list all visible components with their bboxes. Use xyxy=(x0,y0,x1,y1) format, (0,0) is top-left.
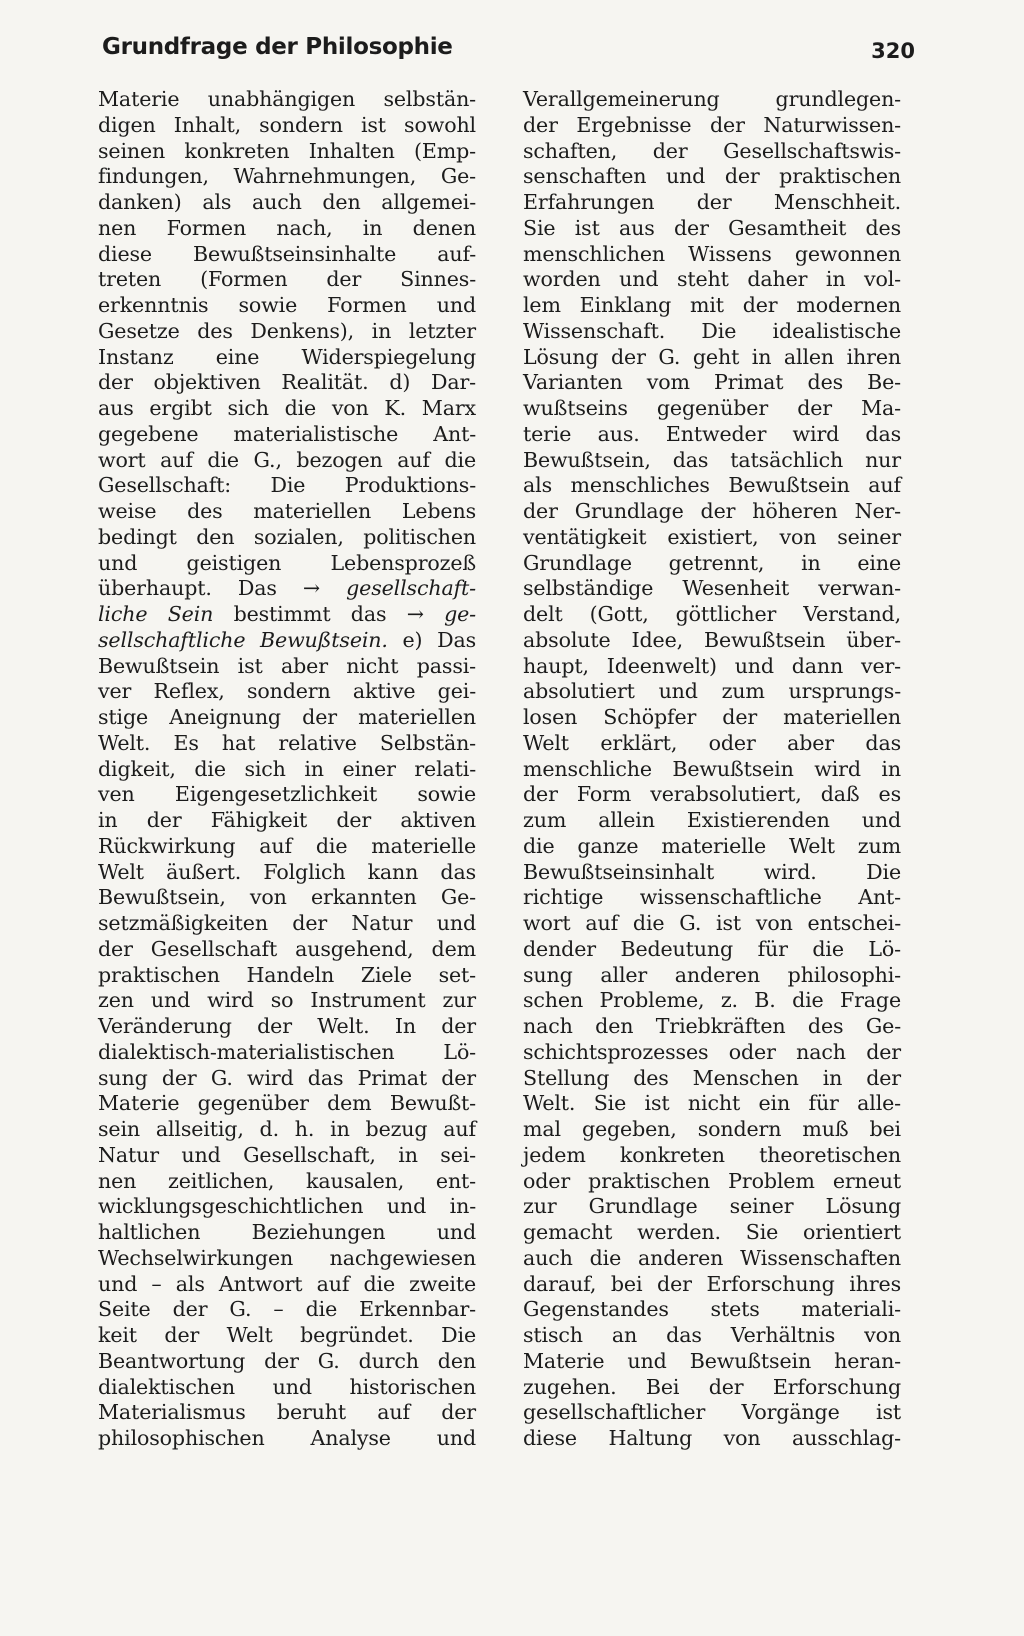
text-line: haupt, Ideenwelt) und dann ver- xyxy=(523,653,901,678)
text-line: Bewußtsein, von erkannten Ge- xyxy=(98,885,476,910)
text-line: Grundlage getrennt, in eine xyxy=(523,550,901,575)
text-line: Instanz eine Widerspiegelung xyxy=(98,344,476,369)
text-line: darauf, bei der Erforschung ihres xyxy=(523,1271,901,1296)
text-line: stisch an das Verhältnis von xyxy=(523,1323,901,1347)
text-line: gegebene materialistische Ant- xyxy=(98,421,476,446)
text-line: Bewußtsein, das tatsächlich nur xyxy=(523,447,901,472)
text-line: sung aller anderen philosophi- xyxy=(523,962,901,987)
text-line: Lösung der G. geht in allen ihren xyxy=(523,344,901,369)
text-line: Welt. Sie ist nicht ein für alle- xyxy=(523,1091,901,1116)
text-line: Natur und Gesellschaft, in sei- xyxy=(98,1142,476,1167)
text-line: terie aus. Entweder wird das xyxy=(523,421,901,446)
text-line: ven Eigengesetzlichkeit sowie xyxy=(98,782,476,807)
text-line: stige Aneignung der materiellen xyxy=(98,705,476,729)
text-line: Materialismus beruht auf der xyxy=(98,1400,476,1425)
text-line: Materie gegenüber dem Bewußt- xyxy=(98,1091,476,1116)
text-line: haltlichen Beziehungen und xyxy=(98,1220,476,1244)
text-line: delt (Gott, göttlicher Verstand, xyxy=(523,602,901,626)
text-line: Bewußtsein ist aber nicht passi- xyxy=(98,653,476,678)
text-line: Bewußtseinsinhalt wird. Die xyxy=(523,859,901,884)
text-line: losen Schöpfer der materiellen xyxy=(523,705,901,729)
page-number: 320 xyxy=(871,39,915,63)
text-line: Gesetze des Denkens), in letzter xyxy=(98,318,476,343)
text-line: ver Reflex, sondern aktive gei- xyxy=(98,679,476,704)
text-line: dialektisch-materialistischen Lö- xyxy=(98,1039,476,1064)
text-line: schen Probleme, z. B. die Frage xyxy=(523,988,901,1013)
text-line: seinen konkreten Inhalten (Emp- xyxy=(98,138,476,163)
text-line: auch die anderen Wissenschaften xyxy=(523,1245,901,1270)
text-line: praktischen Handeln Ziele set- xyxy=(98,962,476,987)
text-line: Materie unabhängigen selbstän- xyxy=(98,87,476,111)
text-line: gemacht werden. Sie orientiert xyxy=(523,1220,901,1244)
text-line: Gegenstandes stets materiali- xyxy=(523,1297,901,1322)
text-line: der Gesellschaft ausgehend, dem xyxy=(98,936,476,961)
text-line: Sie ist aus der Gesamtheit des xyxy=(523,215,901,240)
text-line: in der Fähigkeit der aktiven xyxy=(98,808,476,832)
text-line: dialektischen und historischen xyxy=(98,1374,476,1399)
text-line: sein allseitig, d. h. in bezug auf xyxy=(98,1117,476,1141)
text-line: überhaupt. Das → gesellschaft- xyxy=(98,576,476,601)
running-header-title: Grundfrage der Philosophie xyxy=(102,34,453,60)
text-line: philosophischen Analyse und xyxy=(98,1426,476,1450)
text-line: diese Haltung von ausschlag- xyxy=(523,1426,901,1450)
text-line: treten (Formen der Sinnes- xyxy=(98,267,476,292)
text-line: bedingt den sozialen, politischen xyxy=(98,524,476,549)
text-line: richtige wissenschaftliche Ant- xyxy=(523,885,901,910)
text-line: menschliche Bewußtsein wird in xyxy=(523,756,901,781)
text-line: diese Bewußtseinsinhalte auf- xyxy=(98,241,476,266)
text-line: und – als Antwort auf die zweite xyxy=(98,1271,476,1296)
text-line: worden und steht daher in vol- xyxy=(523,267,901,292)
text-line: lem Einklang mit der modernen xyxy=(523,293,901,317)
text-line: weise des materiellen Lebens xyxy=(98,499,476,523)
text-line: Varianten vom Primat des Be- xyxy=(523,370,901,395)
text-line: wicklungsgeschichtlichen und in- xyxy=(98,1194,476,1219)
text-line: menschlichen Wissens gewonnen xyxy=(523,241,901,266)
text-line: Wechselwirkungen nachgewiesen xyxy=(98,1245,476,1270)
text-line: als menschliches Bewußtsein auf xyxy=(523,473,901,498)
text-line: wort auf die G., bezogen auf die xyxy=(98,447,476,472)
text-line: jedem konkreten theoretischen xyxy=(523,1142,901,1167)
text-line: aus ergibt sich die von K. Marx xyxy=(98,396,476,420)
text-line: findungen, Wahrnehmungen, Ge- xyxy=(98,164,476,189)
text-line: danken) als auch den allgemei- xyxy=(98,190,476,214)
text-line: absolutiert und zum ursprungs- xyxy=(523,679,901,704)
text-line: zum allein Existierenden und xyxy=(523,808,901,832)
text-line: die ganze materielle Welt zum xyxy=(523,833,901,858)
text-line: zugehen. Bei der Erforschung xyxy=(523,1374,901,1399)
text-line: Beantwortung der G. durch den xyxy=(98,1348,476,1373)
text-line: gesellschaftlicher Vorgänge ist xyxy=(523,1400,901,1425)
text-line: digkeit, die sich in einer relati- xyxy=(98,756,476,781)
text-line: Seite der G. – die Erkennbar- xyxy=(98,1297,476,1322)
text-line: Verallgemeinerung grundlegen- xyxy=(523,87,901,111)
text-line: Gesellschaft: Die Produktions- xyxy=(98,473,476,498)
text-line: und geistigen Lebensprozeß xyxy=(98,550,476,575)
text-line: selbständige Wesenheit verwan- xyxy=(523,576,901,601)
text-line: Welt erklärt, oder aber das xyxy=(523,730,901,755)
text-line: Rückwirkung auf die materielle xyxy=(98,833,476,858)
text-line: absolute Idee, Bewußtsein über- xyxy=(523,627,901,652)
text-line: Welt. Es hat relative Selbstän- xyxy=(98,730,476,755)
text-column-right xyxy=(523,87,901,1452)
text-line: setzmäßigkeiten der Natur und xyxy=(98,911,476,935)
text-line: der Form verabsolutiert, daß es xyxy=(523,782,901,807)
text-line: oder praktischen Problem erneut xyxy=(523,1168,901,1193)
text-line: schaften, der Gesellschaftswis- xyxy=(523,138,901,163)
text-line: der objektiven Realität. d) Dar- xyxy=(98,370,476,395)
text-line: Welt äußert. Folglich kann das xyxy=(98,859,476,884)
text-column-left xyxy=(98,87,476,1452)
text-line: nen zeitlichen, kausalen, ent- xyxy=(98,1168,476,1193)
text-line: erkenntnis sowie Formen und xyxy=(98,293,476,317)
text-line: ventätigkeit existiert, von seiner xyxy=(523,524,901,549)
text-line: zur Grundlage seiner Lösung xyxy=(523,1194,901,1219)
text-line: keit der Welt begründet. Die xyxy=(98,1323,476,1347)
text-line: liche Sein bestimmt das → ge- xyxy=(98,602,476,626)
text-line: wort auf die G. ist von entschei- xyxy=(523,911,901,935)
text-line: der Grundlage der höheren Ner- xyxy=(523,499,901,523)
text-line: der Ergebnisse der Naturwissen- xyxy=(523,112,901,137)
text-line: wußtseins gegenüber der Ma- xyxy=(523,396,901,420)
text-line: schichtsprozesses oder nach der xyxy=(523,1039,901,1064)
text-line: Materie und Bewußtsein heran- xyxy=(523,1348,901,1373)
text-line: sellschaftliche Bewußtsein. e) Das xyxy=(98,627,476,652)
text-line: Erfahrungen der Menschheit. xyxy=(523,190,901,214)
text-line: zen und wird so Instrument zur xyxy=(98,988,476,1013)
text-line: digen Inhalt, sondern ist sowohl xyxy=(98,112,476,137)
text-line: sung der G. wird das Primat der xyxy=(98,1065,476,1090)
text-line: Stellung des Menschen in der xyxy=(523,1065,901,1090)
text-line: Wissenschaft. Die idealistische xyxy=(523,318,901,343)
text-line: nen Formen nach, in denen xyxy=(98,215,476,240)
text-line: nach den Triebkräften des Ge- xyxy=(523,1014,901,1038)
text-line: senschaften und der praktischen xyxy=(523,164,901,189)
text-line: mal gegeben, sondern muß bei xyxy=(523,1117,901,1141)
text-line: dender Bedeutung für die Lö- xyxy=(523,936,901,961)
text-line: Veränderung der Welt. In der xyxy=(98,1014,476,1038)
